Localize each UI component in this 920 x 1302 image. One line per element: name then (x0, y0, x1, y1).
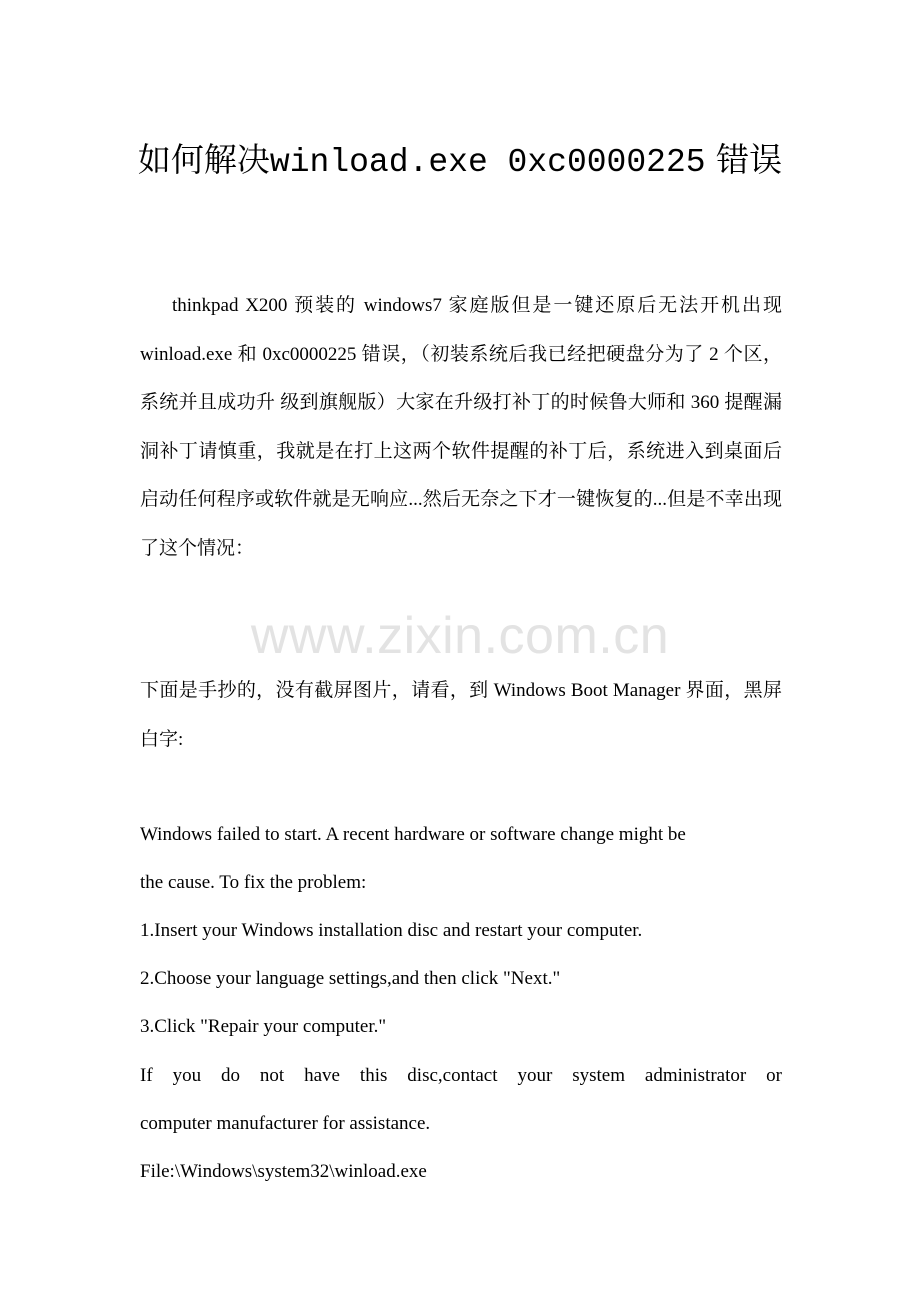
contact-line-1 (140, 1056, 782, 1096)
error-line-1: Windows failed to start. A recent hardware or software change might be (140, 824, 686, 845)
error-line-2: the cause. To fix the problem: (140, 872, 367, 893)
word: system (572, 1065, 625, 1086)
step-2: 2.Choose your language settings,and then click "Next." (140, 968, 561, 989)
contact-line-2: computer manufacturer for assistance. (140, 1113, 431, 1134)
word: not (259, 1065, 285, 1086)
title-prefix: 如何解决 (137, 140, 270, 179)
intro-paragraph: thinkpad X200 预装的 windows7 家庭版但是一键还原后无法开机出现 winload.exe 和 0xc0000225 错误，（初装系统后我已经把硬盘分为了 2 个区，系统并且成功升 级到旗舰版）大家在升级打补丁的时候鲁大师和 360 提醒漏洞补丁请慎重，我就是在打上这两个软件提醒的补丁后，系统进入到桌面后 启动任何程序或软件就是无响应...然后无奈之下才一键恢复的...但是不幸出现了这个情况： (140, 295, 782, 559)
title-suffix: 错误 (716, 140, 783, 179)
step-1: 1.Insert your Windows installation disc and restart your computer. (140, 920, 643, 941)
handcopy-paragraph: 下面是手抄的，没有截屏图片，请看，到 Windows Boot Manager 界面，黑屏白字: (140, 680, 782, 750)
word: disc,contact (407, 1065, 498, 1086)
word: or (766, 1065, 782, 1086)
document-title (0, 136, 920, 187)
word: have (304, 1065, 340, 1086)
title-code: winload.exe 0xc0000225 (269, 144, 706, 181)
word: If (140, 1065, 153, 1086)
watermark: www.zixin.com.cn (250, 607, 670, 665)
word: this (359, 1065, 388, 1086)
step-3: 3.Click "Repair your computer." (140, 1016, 387, 1037)
word: do (221, 1065, 240, 1086)
word: your (517, 1065, 553, 1086)
word: you (172, 1065, 202, 1086)
file-path-line: File:\Windows\system32\winload.exe (140, 1161, 427, 1182)
word: administrator (644, 1065, 747, 1086)
